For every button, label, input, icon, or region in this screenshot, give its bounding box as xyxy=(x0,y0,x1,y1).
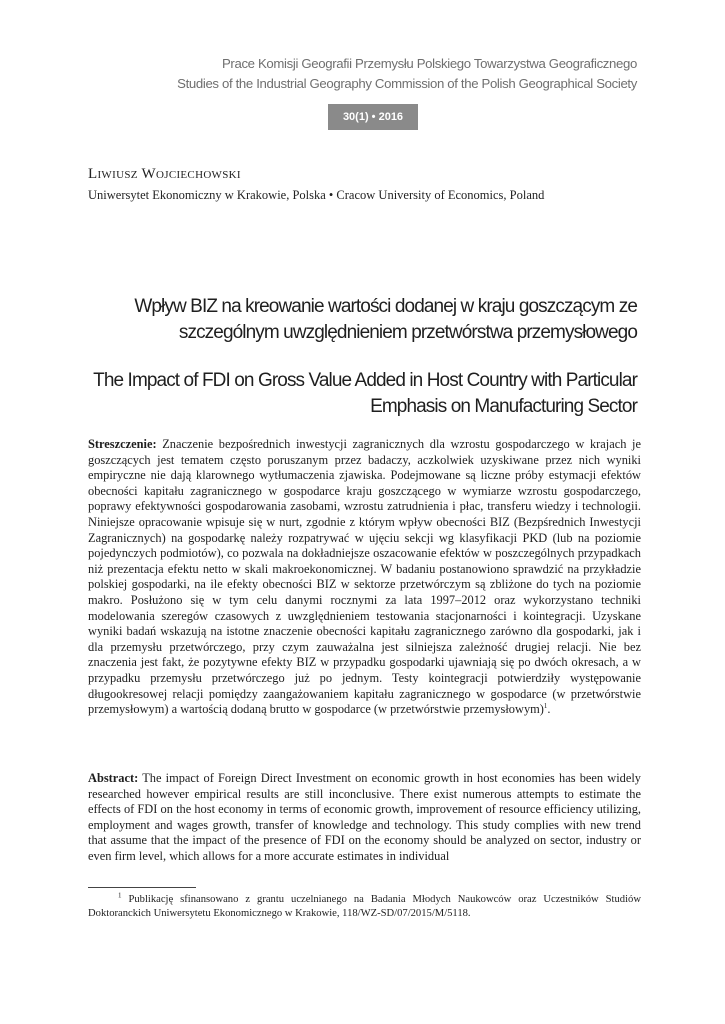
issue-badge: 30(1) • 2016 xyxy=(328,104,418,130)
abstract-english-text: The impact of Foreign Direct Investment on economic growth in host economies has been widely researched however empirical results are still inconclusive. There exist numerous attempts to estimate the effects of FDI on the host economy in terms of economic growth, improvement of resource efficiency utilizing, employment and wages growth, transfer of knowledge and technology. This study complies with new trend that assume that the impact of the presence of FDI on the economy should be analyzed on sector, industry or even firm level, which allows for a more accurate estimates in individual xyxy=(88,771,641,863)
footnote-divider xyxy=(88,887,196,888)
journal-name-english: Studies of the Industrial Geography Commission of the Polish Geographical Society xyxy=(177,76,637,91)
abstract-polish-end: . xyxy=(547,702,551,717)
title-english: The Impact of FDI on Gross Value Added in Host Country with Particular Emphasis on Manufacturing Sector xyxy=(93,370,637,417)
author-affiliation: Uniwersytet Ekonomiczny w Krakowie, Polska • Cracow University of Economics, Poland xyxy=(88,188,545,202)
footnote xyxy=(88,893,641,921)
author-name: Liwiusz Wojciechowski xyxy=(88,166,241,182)
title-polish: Wpływ BIZ na kreowanie wartości dodanej w kraju goszczącym ze szczególnym uwzględnieniem przetwórstwa przemysłowego xyxy=(134,296,637,343)
abstract-english xyxy=(88,771,641,865)
footnote-mark: 1 xyxy=(118,891,122,900)
footnote-text: Publikację sfinansowano z grantu uczelnianego na Badania Młodych Naukowców oraz Uczestników Studiów Doktoranckich Uniwersytetu Ekonomicznego w Krakowie, 118/WZ-SD/07/2015/M/5118. xyxy=(88,894,641,919)
footnote-reference[interactable]: 1 xyxy=(543,701,548,710)
abstract-polish-text: Znaczenie bezpośrednich inwestycji zagranicznych dla wzrostu gospodarczego w krajach je goszczących jest tematem często poruszanym przez badaczy, aczkolwiek uzyskiwane przez nich wyniki empiryczne nie dają klarownego wytłumaczenia zjawiska. Podejmowane są liczne próby estymacji efektów obecności kapitału zagranicznego w gospodarce kraju goszczącego w wymiarze wzrostu gospodarczego, poprawy efektywności gospodarowania zasobami, wzrostu zatrudnienia i płac, transferu wiedzy i technologii. Niniejsze opracowanie wpisuje się w nurt, zgodnie z którym wpływ obecności BIZ (Bezpśrednich Inwestycji Zagranicznych) na gospodarkę należy rozpatrywać w ujęciu sekcji wg klasyfikacji PKD (lub na poziomie pojedynczych podmiotów), co pozwala na dokładniejsze oszacowanie efektów w poszczególnych przypadkach niż prezentacja efektu netto w skali makroekonomicznej. W badaniu postanowiono sprawdzić na przykładzie polskiej gospodarki, na ile efekty obecności BIZ w sektorze przetwórczym są zbliżone do tych na poziomie makro. Posłużono się w tym celu danymi rocznymi za lata 1997–2012 oraz wykorzystano techniki modelowania szeregów czasowych z uwzględnieniem testowania stacjonarności i kointegracji. Uzyskane wyniki badań wskazują na istotne znaczenie obecności kapitału zagranicznego zarówno dla gospodarki, jak i dla przemysłu przetwórczego, przy czym zauważalna jest silniejsza zależność drugiej relacji. Nie bez znaczenia jest fakt, że pozytywne efekty BIZ w przypadku gospodarki ujawniają się po dwóch okresach, a w przypadku przemysłu przetwórczego już po jednym. Testy kointegracji potwierdziły występowanie długookresowej relacji pomiędzy zaangażowaniem kapitału zagranicznego w gospodarce (w przetwórstwie przemysłowym) a wartością dodaną brutto w gospodarce (w przetwórstwie przemysłowym) xyxy=(88,437,641,717)
abstract-polish xyxy=(88,437,641,718)
abstract-english-label: Abstract: xyxy=(88,771,139,785)
abstract-polish-label: Streszczenie: xyxy=(88,437,157,451)
journal-name-polish: Prace Komisji Geografii Przemysłu Polskiego Towarzystwa Geograficznego xyxy=(221,56,637,71)
